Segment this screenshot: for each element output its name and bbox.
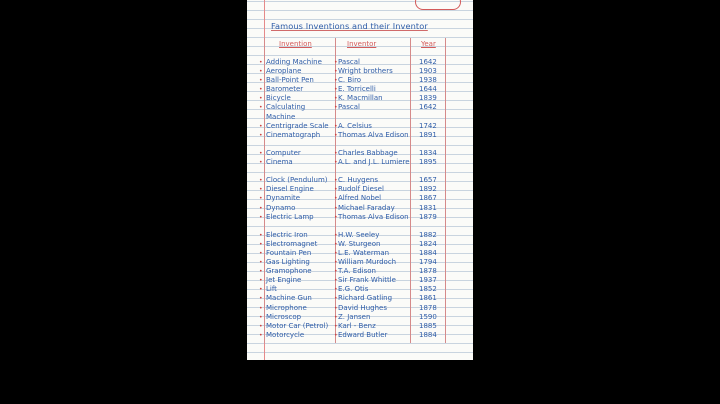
bullet-icon: • bbox=[259, 277, 263, 285]
bullet-icon: • bbox=[259, 268, 263, 276]
table-row bbox=[247, 313, 473, 322]
bullet-icon: • bbox=[259, 231, 263, 239]
corner-badge bbox=[415, 0, 461, 10]
bullet-icon: • bbox=[259, 213, 263, 221]
cell-invention: Computer bbox=[266, 148, 301, 157]
bullet-icon: • bbox=[259, 313, 263, 321]
bullet-icon: • bbox=[259, 95, 263, 103]
bullet-icon: • bbox=[334, 59, 338, 66]
cell-invention: Cinema bbox=[266, 158, 293, 167]
cell-inventor: E.G. Otis bbox=[338, 285, 369, 294]
bullet-icon: • bbox=[334, 331, 338, 339]
bullet-icon: • bbox=[334, 149, 338, 157]
notebook-page bbox=[247, 0, 473, 360]
cell-year: 1879 bbox=[419, 212, 437, 221]
bullet-icon: • bbox=[259, 331, 263, 339]
table-row bbox=[247, 176, 473, 185]
cell-inventor: A.L. and J.L. Lumiere bbox=[338, 158, 410, 167]
table-row bbox=[247, 276, 473, 285]
table-row bbox=[247, 249, 473, 258]
table-row bbox=[247, 204, 473, 213]
bullet-icon: • bbox=[259, 295, 263, 303]
bullet-icon: • bbox=[259, 240, 263, 248]
bullet-icon: • bbox=[334, 104, 338, 112]
bullet-icon: • bbox=[334, 77, 338, 85]
bullet-icon: • bbox=[259, 322, 263, 330]
bullet-icon: • bbox=[334, 159, 338, 167]
bullet-icon: • bbox=[334, 68, 338, 76]
cell-year: 1884 bbox=[419, 248, 437, 257]
cell-year: 1867 bbox=[419, 194, 437, 203]
bullet-icon: • bbox=[334, 213, 338, 221]
cell-invention: Gas Lighting bbox=[266, 258, 310, 267]
bullet-icon: • bbox=[259, 159, 263, 167]
cell-invention: Machine Gun bbox=[266, 294, 312, 303]
page-title: Famous Inventions and their Inventor bbox=[271, 21, 428, 31]
bullet-icon: • bbox=[259, 122, 263, 130]
bullet-icon: • bbox=[259, 68, 263, 76]
cell-year: 1861 bbox=[419, 294, 437, 303]
table-row bbox=[247, 322, 473, 331]
table-row bbox=[247, 194, 473, 203]
inventions-table bbox=[247, 58, 473, 340]
cell-inventor: Edward Butler bbox=[338, 330, 388, 339]
cell-invention: Calculating Machine bbox=[266, 103, 306, 121]
bullet-icon: • bbox=[334, 259, 338, 267]
bullet-icon: • bbox=[259, 149, 263, 157]
cell-invention: Aeroplane bbox=[266, 67, 302, 76]
cell-invention: Fountain Pen bbox=[266, 248, 312, 257]
cell-inventor: Rudolf Diesel bbox=[338, 185, 384, 194]
table-row bbox=[247, 85, 473, 94]
cell-invention: Microscop bbox=[266, 312, 302, 321]
cell-year: 1885 bbox=[419, 321, 437, 330]
cell-year: 1824 bbox=[419, 239, 437, 248]
cell-invention: Cinematograph bbox=[266, 130, 321, 139]
bullet-icon: • bbox=[334, 195, 338, 203]
bullet-icon: • bbox=[334, 268, 338, 276]
table-row bbox=[247, 185, 473, 194]
table-row bbox=[247, 231, 473, 240]
cell-year: 1878 bbox=[419, 303, 437, 312]
cell-invention: Electromagnet bbox=[266, 239, 318, 248]
cell-invention: Electric Iron bbox=[266, 230, 308, 239]
table-row bbox=[247, 76, 473, 85]
bullet-icon: • bbox=[259, 204, 263, 212]
header-year: Year bbox=[421, 40, 436, 48]
bullet-icon: • bbox=[334, 177, 338, 185]
bullet-icon: • bbox=[259, 186, 263, 194]
table-row bbox=[247, 285, 473, 294]
cell-inventor: Pascal bbox=[338, 103, 360, 112]
bullet-icon: • bbox=[334, 286, 338, 294]
table-row bbox=[247, 240, 473, 249]
cell-year: 1834 bbox=[419, 148, 437, 157]
bullet-icon: • bbox=[334, 240, 338, 248]
bullet-icon: • bbox=[334, 304, 338, 312]
cell-inventor: E. Torricelli bbox=[338, 85, 376, 94]
bullet-icon: • bbox=[334, 277, 338, 285]
cell-invention: Jet Engine bbox=[266, 276, 302, 285]
table-row bbox=[247, 213, 473, 231]
bullet-icon: • bbox=[259, 59, 263, 66]
header-inventor: Inventor bbox=[347, 40, 377, 48]
bullet-icon: • bbox=[334, 313, 338, 321]
cell-year: 1882 bbox=[419, 230, 437, 239]
table-row bbox=[247, 149, 473, 158]
bullet-icon: • bbox=[259, 131, 263, 139]
bullet-icon: • bbox=[259, 249, 263, 257]
cell-year: 1903 bbox=[419, 67, 437, 76]
cell-inventor: Karl - Benz bbox=[338, 321, 376, 330]
table-row bbox=[247, 131, 473, 149]
cell-invention: Centrigrade Scale bbox=[266, 121, 329, 130]
cell-invention: Adding Machine bbox=[266, 58, 322, 66]
cell-year: 1642 bbox=[419, 103, 437, 112]
cell-year: 1852 bbox=[419, 285, 437, 294]
cell-inventor: A. Celsius bbox=[338, 121, 372, 130]
cell-inventor: Pascal bbox=[338, 58, 360, 66]
cell-inventor: William Murdoch bbox=[338, 258, 397, 267]
cell-inventor: Michael Faraday bbox=[338, 203, 395, 212]
bullet-icon: • bbox=[334, 249, 338, 257]
table-header bbox=[247, 40, 473, 52]
bullet-icon: • bbox=[259, 177, 263, 185]
cell-inventor: Thomas Alva Edison bbox=[338, 212, 409, 221]
cell-invention: Electric Lamp bbox=[266, 212, 314, 221]
table-row bbox=[247, 158, 473, 176]
cell-invention: Lift bbox=[266, 285, 277, 294]
bullet-icon: • bbox=[334, 322, 338, 330]
table-row bbox=[247, 294, 473, 303]
cell-year: 1878 bbox=[419, 267, 437, 276]
cell-year: 1794 bbox=[419, 258, 437, 267]
cell-invention: Barometer bbox=[266, 85, 304, 94]
table-row bbox=[247, 331, 473, 340]
cell-year: 1839 bbox=[419, 94, 437, 103]
bullet-icon: • bbox=[334, 131, 338, 139]
cell-inventor: Sir Frank Whittle bbox=[338, 276, 396, 285]
bullet-icon: • bbox=[259, 104, 263, 112]
cell-inventor: Thomas Alva Edison bbox=[338, 130, 409, 139]
table-row bbox=[247, 103, 473, 121]
cell-invention: Diesel Engine bbox=[266, 185, 314, 194]
cell-inventor: Charles Babbage bbox=[338, 148, 398, 157]
table-row bbox=[247, 267, 473, 276]
bullet-icon: • bbox=[334, 86, 338, 94]
cell-year: 1644 bbox=[419, 85, 437, 94]
cell-year: 1891 bbox=[419, 130, 437, 139]
cell-year: 1938 bbox=[419, 76, 437, 85]
bullet-icon: • bbox=[334, 186, 338, 194]
cell-invention: Dynamite bbox=[266, 194, 301, 203]
cell-year: 1884 bbox=[419, 330, 437, 339]
bullet-icon: • bbox=[259, 286, 263, 294]
cell-invention: Microphone bbox=[266, 303, 307, 312]
cell-inventor: C. Biro bbox=[338, 76, 362, 85]
cell-inventor: W. Sturgeon bbox=[338, 239, 381, 248]
bullet-icon: • bbox=[259, 259, 263, 267]
cell-year: 1831 bbox=[419, 203, 437, 212]
cell-invention: Ball-Point Pen bbox=[266, 76, 314, 85]
bullet-icon: • bbox=[259, 86, 263, 94]
cell-inventor: T.A. Edison bbox=[338, 267, 376, 276]
cell-inventor: David Hughes bbox=[338, 303, 387, 312]
bullet-icon: • bbox=[259, 77, 263, 85]
cell-year: 1742 bbox=[419, 121, 437, 130]
cell-inventor: Alfred Nobel bbox=[338, 194, 382, 203]
cell-inventor: Richard Gatling bbox=[338, 294, 393, 303]
cell-invention: Gramophone bbox=[266, 267, 312, 276]
bullet-icon: • bbox=[334, 204, 338, 212]
cell-year: 1657 bbox=[419, 176, 437, 185]
cell-year: 1895 bbox=[419, 158, 437, 167]
table-row bbox=[247, 258, 473, 267]
bullet-icon: • bbox=[259, 304, 263, 312]
bullet-icon: • bbox=[259, 195, 263, 203]
cell-invention: Motorcycle bbox=[266, 330, 305, 339]
table-row bbox=[247, 122, 473, 131]
cell-inventor: Wright brothers bbox=[338, 67, 393, 76]
bullet-icon: • bbox=[334, 295, 338, 303]
cell-invention: Bicycle bbox=[266, 94, 291, 103]
cell-year: 1937 bbox=[419, 276, 437, 285]
table-row bbox=[247, 94, 473, 103]
cell-invention: Motor Car (Petrol) bbox=[266, 321, 329, 330]
cell-year: 1892 bbox=[419, 185, 437, 194]
cell-year: 1642 bbox=[419, 58, 437, 66]
header-invention: Invention bbox=[279, 40, 312, 48]
table-row bbox=[247, 58, 473, 67]
bullet-icon: • bbox=[334, 95, 338, 103]
bullet-icon: • bbox=[334, 122, 338, 130]
cell-inventor: L.E. Waterman bbox=[338, 248, 390, 257]
table-row bbox=[247, 67, 473, 76]
cell-inventor: Z. Jansen bbox=[338, 312, 371, 321]
cell-inventor: H.W. Seeley bbox=[338, 230, 380, 239]
bullet-icon: • bbox=[334, 231, 338, 239]
cell-inventor: C. Huygens bbox=[338, 176, 379, 185]
cell-invention: Dynamo bbox=[266, 203, 296, 212]
cell-year: 1590 bbox=[419, 312, 437, 321]
cell-invention: Clock (Pendulum) bbox=[266, 176, 328, 185]
cell-inventor: K. Macmillan bbox=[338, 94, 383, 103]
table-row bbox=[247, 304, 473, 313]
